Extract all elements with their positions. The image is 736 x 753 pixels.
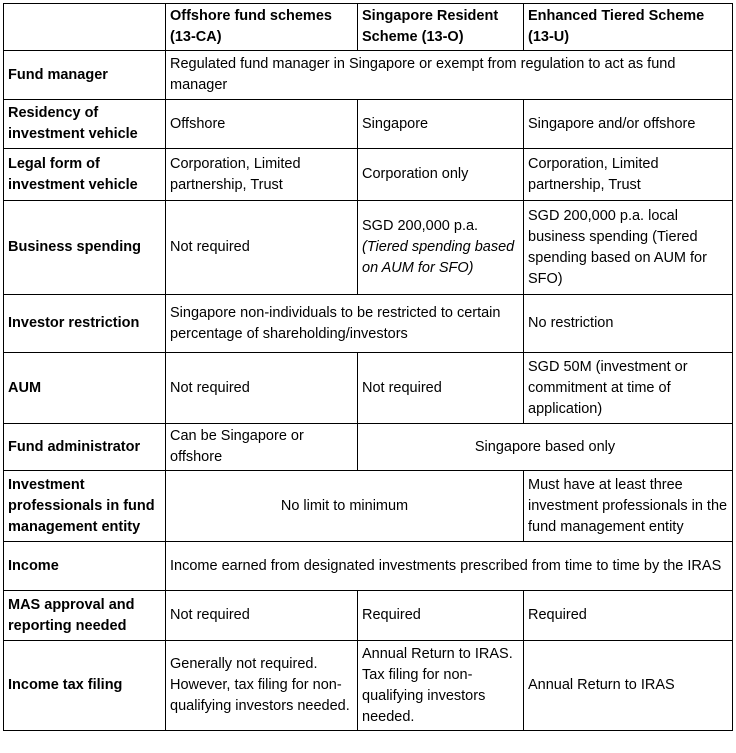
cell-enhanced-tiered: SGD 200,000 p.a. local business spending (Tiered spending based on AUM for SFO) <box>524 201 733 295</box>
row-investor-restriction <box>4 295 733 353</box>
row-label: Investor restriction <box>4 295 166 353</box>
cell-enhanced-tiered: Required <box>524 591 733 641</box>
cell-offshore: Not required <box>166 591 358 641</box>
row-label: Investment professionals in fund management entity <box>4 471 166 542</box>
cell-enhanced-tiered: Must have at least three investment professionals in the fund management entity <box>524 471 733 542</box>
header-row <box>4 4 733 51</box>
row-label: Income <box>4 542 166 591</box>
row-fund-administrator <box>4 424 733 471</box>
cell-enhanced-tiered: SGD 50M (investment or commitment at time of application) <box>524 353 733 424</box>
scheme-comparison-table <box>3 3 733 731</box>
cell-offshore-and-resident: Singapore non-individuals to be restricted to certain percentage of shareholding/investors <box>166 295 524 353</box>
cell-singapore-resident <box>358 201 524 295</box>
row-legal-form <box>4 149 733 201</box>
cell-singapore-resident: Not required <box>358 353 524 424</box>
cell-all-schemes: Regulated fund manager in Singapore or exempt from regulation to act as fund manager <box>166 51 733 100</box>
cell-enhanced-tiered: Corporation, Limited partnership, Trust <box>524 149 733 201</box>
cell-singapore-resident: Singapore <box>358 100 524 149</box>
row-label: Fund manager <box>4 51 166 100</box>
row-label: AUM <box>4 353 166 424</box>
header-offshore: Offshore fund schemes (13-CA) <box>166 4 358 51</box>
cell-enhanced-tiered: Annual Return to IRAS <box>524 641 733 731</box>
cell-offshore: Not required <box>166 353 358 424</box>
row-fund-manager <box>4 51 733 100</box>
cell-singapore-resident: Annual Return to IRAS. Tax filing for non-qualifying investors needed. <box>358 641 524 731</box>
cell-singapore-resident: Required <box>358 591 524 641</box>
row-business-spending <box>4 201 733 295</box>
cell-offshore: Corporation, Limited partnership, Trust <box>166 149 358 201</box>
row-label: Legal form of investment vehicle <box>4 149 166 201</box>
cell-offshore: Not required <box>166 201 358 295</box>
corner-cell <box>4 4 166 51</box>
cell-offshore: Generally not required. However, tax filing for non-qualifying investors needed. <box>166 641 358 731</box>
cell-offshore-and-resident: No limit to minimum <box>166 471 524 542</box>
cell-singapore-resident: Corporation only <box>358 149 524 201</box>
row-aum <box>4 353 733 424</box>
cell-enhanced-tiered: Singapore and/or offshore <box>524 100 733 149</box>
spending-note: (Tiered spending based on AUM for SFO) <box>362 239 515 276</box>
cell-all-schemes: Income earned from designated investments prescribed from time to time by the IRAS <box>166 542 733 591</box>
row-investment-professionals <box>4 471 733 542</box>
row-label: MAS approval and reporting needed <box>4 591 166 641</box>
row-mas-approval <box>4 591 733 641</box>
row-label: Income tax filing <box>4 641 166 731</box>
header-singapore-resident: Singapore Resident Scheme (13-O) <box>358 4 524 51</box>
spending-amount: SGD 200,000 p.a. <box>362 218 479 234</box>
row-income-tax-filing <box>4 641 733 731</box>
header-enhanced-tiered: Enhanced Tiered Scheme (13-U) <box>524 4 733 51</box>
row-label: Business spending <box>4 201 166 295</box>
cell-offshore: Can be Singapore or offshore <box>166 424 358 471</box>
cell-enhanced-tiered: No restriction <box>524 295 733 353</box>
cell-resident-and-enhanced: Singapore based only <box>358 424 733 471</box>
row-residency <box>4 100 733 149</box>
cell-offshore: Offshore <box>166 100 358 149</box>
row-label: Fund administrator <box>4 424 166 471</box>
row-income <box>4 542 733 591</box>
row-label: Residency of investment vehicle <box>4 100 166 149</box>
